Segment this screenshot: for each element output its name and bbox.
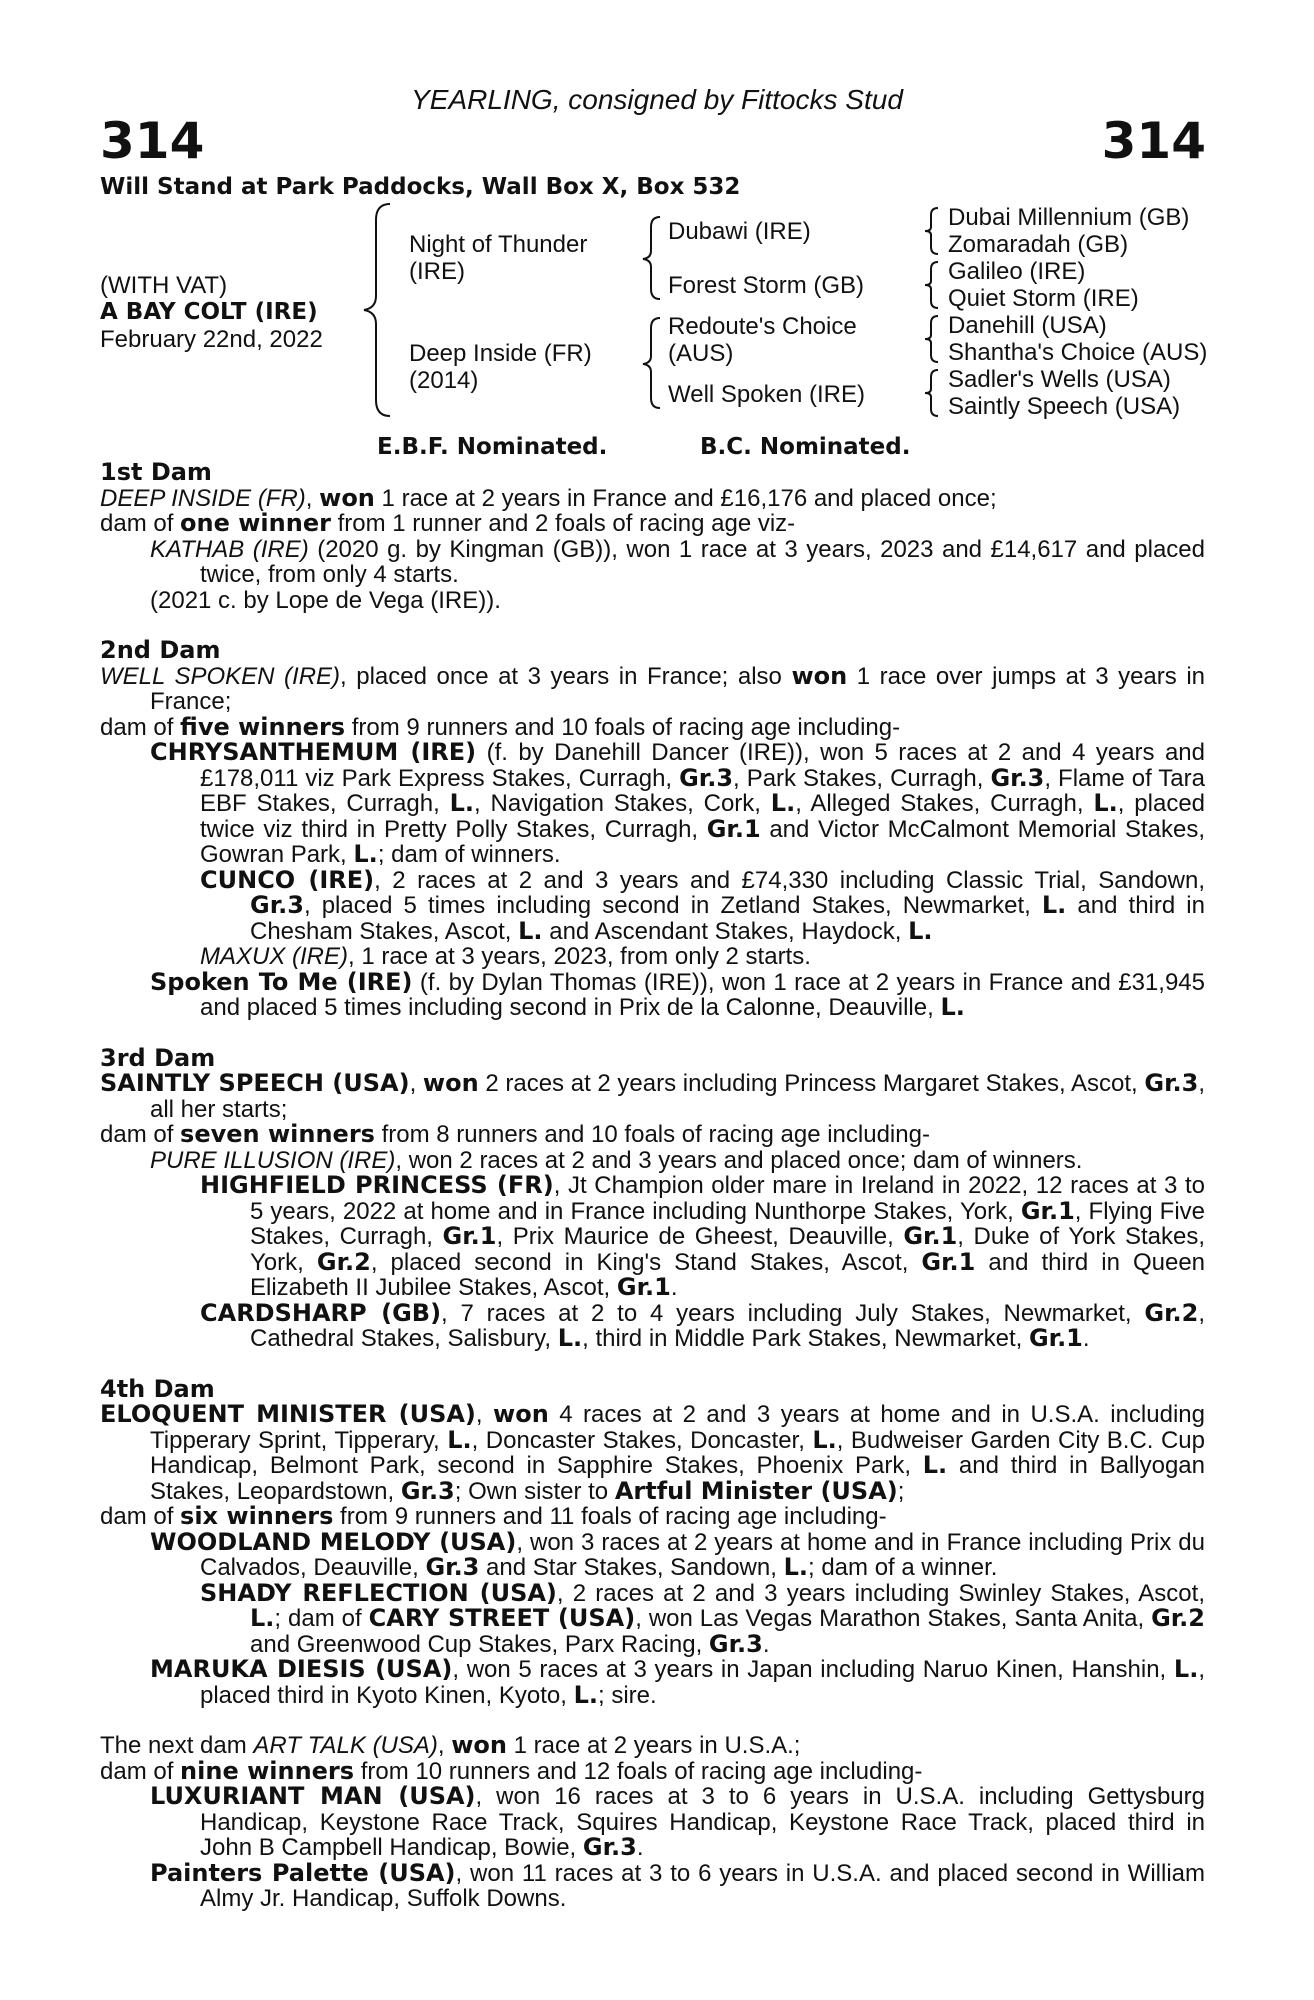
fourth-dam-summary: ELOQUENT MINISTER (USA), won 4 races at 2 and 3 years at home and in U.S.A. including Tipperary Sprint, Tipperary, L., Doncaster Stakes, Doncaster, L., Budweiser Garden City B.C. Cup Handicap, Belmont Park, second in Sapphire Stakes, Phoenix Park, L. and third in Ballyogan Stakes, Leopardstown, Gr.3; Own sister to Artful Minister (USA);	[100, 1400, 1205, 1505]
ancestor-7: Sadler's Wells (USA)	[948, 366, 1171, 393]
next-dam-produce: dam of nine winners from 10 runners and 12 foals of racing age including-	[100, 1756, 923, 1785]
produce-luxuriant-man: LUXURIANT MAN (USA), won 16 races at 3 to 6 years in U.S.A. including Gettysburg Handicap, Keystone Race Track, Squires Handicap, Keystone Race Track, placed third in John B Campbell Handicap, Bowie, Gr.3.	[150, 1782, 1205, 1861]
third-dam-produce: dam of seven winners from 8 runners and 10 foals of racing age including-	[100, 1120, 930, 1148]
dam-sire-l2: (AUS)	[668, 340, 734, 367]
lot-number-left: 314	[100, 112, 205, 170]
fourth-dam-heading: 4th Dam	[100, 1374, 215, 1403]
dam-dam: Well Spoken (IRE)	[668, 381, 865, 408]
next-dam-summary: The next dam ART TALK (USA), won 1 race at 2 years in U.S.A.;	[100, 1731, 801, 1759]
ancestor-6: Shantha's Choice (AUS)	[948, 339, 1208, 366]
sire-sire: Dubawi (IRE)	[668, 218, 811, 245]
produce-woodland-melody: WOODLAND MELODY (USA), won 3 races at 2 years at home and in France including Prix du Calvados, Deauville, Gr.3 and Star Stakes, Sandown, L.; dam of a winner.	[150, 1527, 1205, 1581]
produce-cunco: CUNCO (IRE), 2 races at 2 and 3 years and £74,330 including Classic Trial, Sandown, Gr.3, placed 5 times including second in Zetland Stakes, Newmarket, L. and third in Chesham Stakes, Ascot, L. and Ascendant Stakes, Haydock, L.	[200, 865, 1205, 945]
first-dam-summary: DEEP INSIDE (FR), won 1 race at 2 years in France and £16,176 and placed once;	[100, 483, 997, 512]
sire-name-l1: Night of Thunder	[409, 231, 588, 258]
produce-record	[100, 460, 1205, 1912]
fourth-dam-produce: dam of six winners from 9 runners and 11 foals of racing age including-	[100, 1502, 887, 1530]
second-dam-summary: WELL SPOKEN (IRE), placed once at 3 years in France; also won 1 race over jumps at 3 years in France;	[100, 661, 1205, 715]
horse-name: A BAY COLT (IRE)	[100, 299, 318, 325]
produce-maxux: MAXUX (IRE), 1 race at 3 years, 2023, from only 2 starts.	[200, 943, 811, 970]
sire-name-l2: (IRE)	[409, 258, 465, 285]
dam-brace	[640, 314, 666, 414]
dam-name-l1: Deep Inside (FR)	[409, 340, 592, 367]
ancestor-4: Quiet Storm (IRE)	[948, 285, 1139, 312]
first-dam-heading: 1st Dam	[100, 458, 212, 486]
foaling-date: February 22nd, 2022	[100, 326, 323, 353]
produce-2021-colt: (2021 c. by Lope de Vega (IRE)).	[150, 586, 501, 614]
ancestor-8: Saintly Speech (USA)	[948, 393, 1181, 420]
second-dam-heading: 2nd Dam	[100, 636, 221, 664]
produce-spoken-to-me: Spoken To Me (IRE) (f. by Dylan Thomas (IRE)), won 1 race at 2 years in France and £31,945 and placed 5 times including second in Prix de la Calonne, Deauville, L.	[150, 967, 1205, 1021]
bc-nomination: B.C. Nominated.	[700, 434, 911, 460]
first-dam-produce: dam of one winner from 1 runner and 2 foals of racing age viz-	[100, 509, 796, 537]
consignment-line: YEARLING, consigned by Fittocks Stud	[411, 84, 903, 115]
ancestor-2: Zomaradah (GB)	[948, 231, 1129, 258]
vat-note: (WITH VAT)	[100, 272, 228, 299]
ebf-nomination: E.B.F. Nominated.	[377, 434, 608, 460]
g-brace-3	[922, 313, 942, 365]
dam-name-l2: (2014)	[409, 367, 479, 394]
sire-brace	[640, 213, 666, 303]
ancestor-1: Dubai Millennium (GB)	[948, 204, 1190, 231]
second-dam-produce: dam of five winners from 9 runners and 10 foals of racing age including-	[100, 712, 901, 741]
third-dam-heading: 3rd Dam	[100, 1043, 216, 1072]
g-brace-4	[922, 367, 942, 419]
produce-painters-palette: Painters Palette (USA), won 11 races at 3 to 6 years in U.S.A. and placed second in William Almy Jr. Handicap, Suffolk Downs.	[150, 1858, 1205, 1912]
produce-chrysanthemum: CHRYSANTHEMUM (IRE) (f. by Danehill Dancer (IRE)), won 5 races at 2 and 4 years and £178,011 viz Park Express Stakes, Curragh, Gr.3, Park Stakes, Curragh, Gr.3, Flame of Tara EBF Stakes, Curragh, L., Navigation Stakes, Cork, L., Alleged Stakes, Curragh, L., placed twice viz third in Pretty Polly Stakes, Curragh, Gr.1 and Victor McCalmont Memorial Stakes, Gowran Park, L.; dam of winners.	[150, 738, 1206, 868]
produce-highfield-princess: HIGHFIELD PRINCESS (FR), Jt Champion older mare in Ireland in 2022, 12 races at 3 to 5 years, 2022 at home and in France including Nunthorpe Stakes, York, Gr.1, Flying Five Stakes, Curragh, Gr.1, Prix Maurice de Gheest, Deauville, Gr.1, Duke of York Stakes, York, Gr.2, placed second in King's Stand Stakes, Ascot, Gr.1 and third in Queen Elizabeth II Jubilee Stakes, Ascot, Gr.1.	[200, 1171, 1206, 1301]
lot-number-right: 314	[1101, 112, 1206, 170]
produce-shady-reflection: SHADY REFLECTION (USA), 2 races at 2 and 3 years including Swinley Stakes, Ascot, L.; dam of CARY STREET (USA), won Las Vegas Marathon Stakes, Santa Anita, Gr.2 and Greenwood Cup Stakes, Parx Racing, Gr.3.	[200, 1578, 1205, 1658]
pedigree-brace	[360, 200, 400, 420]
produce-kathab: KATHAB (IRE) (2020 g. by Kingman (GB)), won 1 race at 3 years, 2023 and £14,617 and placed twice, from only 4 starts.	[150, 535, 1205, 588]
g-brace-2	[922, 259, 942, 311]
sire-dam: Forest Storm (GB)	[668, 272, 865, 299]
ancestor-5: Danehill (USA)	[948, 312, 1107, 339]
third-dam-summary: SAINTLY SPEECH (USA), won 2 races at 2 years including Princess Margaret Stakes, Ascot, Gr.3, all her starts;	[100, 1069, 1205, 1123]
produce-maruka-diesis: MARUKA DIESIS (USA), won 5 races at 3 years in Japan including Naruo Kinen, Hanshin, L., placed third in Kyoto Kinen, Kyoto, L.; sire.	[150, 1655, 1205, 1709]
ancestor-3: Galileo (IRE)	[948, 258, 1086, 285]
produce-cardsharp: CARDSHARP (GB), 7 races at 2 to 4 years including July Stakes, Newmarket, Gr.2, Cathedral Stakes, Salisbury, L., third in Middle Park Stakes, Newmarket, Gr.1.	[200, 1298, 1206, 1352]
stand-location: Will Stand at Park Paddocks, Wall Box X, Box 532	[100, 174, 741, 200]
g-brace-1	[922, 205, 942, 257]
produce-pure-illusion: PURE ILLUSION (IRE), won 2 races at 2 and 3 years and placed once; dam of winners.	[150, 1146, 1083, 1174]
dam-sire-l1: Redoute's Choice	[668, 313, 857, 340]
